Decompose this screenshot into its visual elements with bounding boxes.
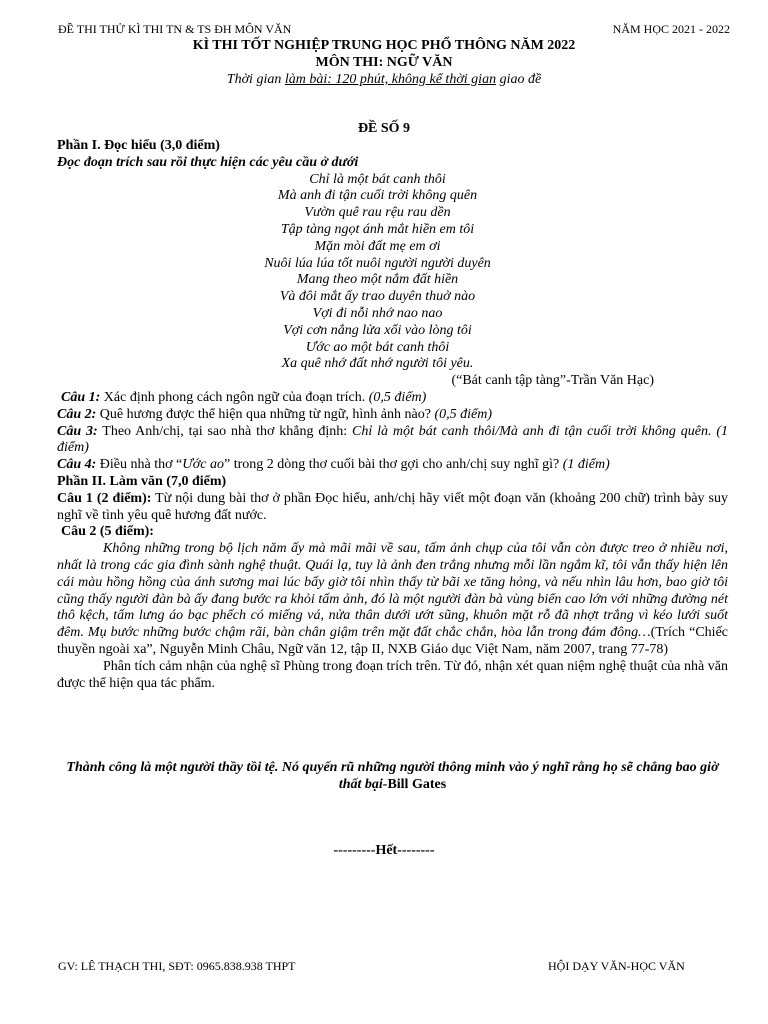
header-left: ĐỀ THI THỬ KÌ THI TN & TS ĐH MÔN VĂN	[58, 22, 292, 36]
poem-source: (“Bát canh tập tàng”-Trần Văn Hạc)	[451, 373, 654, 389]
part1-heading: Phần I. Đọc hiểu (3,0 điểm)	[57, 138, 220, 153]
subject-title: MÔN THI: NGỮ VĂN	[315, 55, 453, 70]
question-4-text: Điều nhà thơ “	[96, 457, 183, 473]
header-right: NĂM HỌC 2021 - 2022	[612, 22, 730, 36]
question-1	[57, 390, 728, 407]
question-3	[57, 424, 728, 458]
question-1-label: Câu 1:	[61, 389, 101, 405]
poem	[57, 172, 728, 374]
question-4-label: Câu 4:	[57, 457, 97, 473]
question-2-score: (0,5 điểm)	[434, 406, 492, 422]
time-note-post: giao đề	[496, 72, 542, 87]
essay-excerpt	[57, 541, 728, 659]
question-4-text-2: ” trong 2 dòng thơ cuối bài thơ gợi cho anh/chị suy nghĩ gì?	[223, 457, 563, 473]
footer-right: HỘI DẠY VĂN-HỌC VĂN	[548, 959, 685, 973]
question-2-label: Câu 2:	[57, 406, 97, 422]
question-1-score: (0,5 điểm)	[368, 389, 427, 405]
poem-line: Vườn quê rau rệu rau dền	[304, 205, 451, 221]
essay-question-1-label: Câu 1 (2 điểm):	[57, 490, 152, 506]
question-3-label: Câu 3:	[57, 423, 98, 439]
question-3-quote: Chỉ là một bát canh thôi/Mà anh đi tận cuối trời không quên.	[351, 423, 712, 439]
poem-line: Chỉ là một bát canh thôi	[309, 171, 446, 187]
question-3-text: Theo Anh/chị, tại sao nhà thơ khẳng định:	[97, 423, 352, 439]
poem-line: Nuôi lúa lúa tốt nuôi người người duyên	[264, 255, 491, 271]
question-1-text: Xác định phong cách ngôn ngữ của đoạn trích.	[100, 389, 369, 405]
essay-excerpt-text: Không những trong bộ lịch năm ấy mà mãi mãi về sau, tấm ảnh chụp của tôi vẫn còn được treo ở nhiều nơi, nhất là trong các gia đình sành nghệ thuật. Quái lạ, tuy là ảnh đen trắng nhưng mỗi lần ngắm kĩ, tôi vẫn thấy hiện lên cái màu hồng hồng của ánh sương mai lúc bấy giờ tôi nhìn thấy từ bãi xe tăng hỏng, và nếu nhìn lâu hơn, bao giờ tôi cũng thấy người đàn bà ấy đang bước ra khỏi tấm ảnh, đó là một người đàn bà vùng biển cao lớn với những đường nét thô kệch, tấm lưng áo bạc phếch có miếng vá, nửa thân dưới ướt sũng, khuôn mặt rỗ đã nhợt trắng vì kéo lưới suốt đêm. Mụ bước những bước chậm rãi, bàn chân giậm trên mặt đất chắc chắn, hòa lẫn trong đám đông…	[57, 541, 728, 641]
question-4-score: (1 điểm)	[562, 457, 610, 473]
poem-line: Vợi cơn nắng lửa xối vào lòng tôi	[283, 322, 472, 338]
poem-line: Ước ao một bát canh thôi	[305, 339, 450, 355]
question-4	[57, 457, 728, 474]
part1-instruction: Đọc đoạn trích sau rồi thực hiện các yêu cầu ở dưới	[57, 154, 359, 170]
question-2-text: Quê hương được thể hiện qua những từ ngữ, hình ảnh nào?	[96, 406, 435, 422]
footer-left: GV: LÊ THẠCH THI, SĐT: 0965.838.938 THPT	[58, 959, 296, 973]
poem-line: Vợi đi nỗi nhớ nao nao	[312, 305, 443, 321]
closing-quote	[57, 759, 728, 793]
time-note-underlined: làm bài: 120 phút, không kể thời gian	[284, 72, 497, 87]
poem-line: Mặn mòi đất mẹ em ơi	[314, 238, 441, 254]
end-mark: ---------Hết--------	[333, 843, 435, 858]
exam-body	[57, 138, 728, 692]
poem-line: Xa quê nhớ đất nhớ người tôi yêu.	[281, 356, 474, 372]
poem-line: Mà anh đi tận cuối trời không quên	[277, 188, 478, 204]
essay-question-2-label: Câu 2 (5 điểm):	[61, 524, 154, 540]
exam-title: KÌ THI TỐT NGHIỆP TRUNG HỌC PHỔ THÔNG NĂM 2022	[192, 38, 576, 53]
essay-question-1-text: Từ nội dung bài thơ ở phần Đọc hiểu, anh/chị hãy viết một đoạn văn (khoảng 200 chữ) trình bày suy nghĩ về tình yêu quê hương đất nước.	[57, 490, 728, 523]
poem-line: Tập tàng ngọt ánh mắt hiền em tôi	[280, 221, 475, 237]
essay-excerpt-citation: (Trích “Chiếc thuyền ngoài xa”, Nguyễn Minh Châu, Ngữ văn 12, tập II, NXB Giáo dục Việt Nam, năm 2007, trang 77-78)	[57, 625, 729, 657]
question-2	[57, 407, 728, 424]
time-note-pre: Thời gian	[226, 72, 285, 87]
exam-number: ĐỀ SỐ 9	[357, 121, 411, 136]
time-note	[0, 72, 768, 88]
essay-task: Phân tích cảm nhận của nghệ sĩ Phùng trong đoạn trích trên. Từ đó, nhận xét quan niệm nghệ thuật của nhà văn được thể hiện qua tác phẩm.	[57, 658, 728, 691]
poem-line: Và đôi mắt ấy trao duyên thuở nào	[279, 289, 476, 305]
part2-heading: Phần II. Làm văn (7,0 điểm)	[57, 473, 227, 489]
poem-line: Mang theo một nắm đất hiền	[296, 272, 459, 288]
closing-quote-text: Thành công là một người thầy tồi tệ. Nó quyến rũ những người thông minh vào ý nghĩ rằng họ sẽ chẳng bao giờ thất bại-	[66, 760, 719, 792]
question-3-score: (1 điểm)	[57, 423, 728, 456]
essay-question-1	[57, 491, 728, 525]
closing-quote-author: Bill Gates	[387, 777, 447, 792]
question-4-quote: Ước ao	[182, 457, 224, 473]
